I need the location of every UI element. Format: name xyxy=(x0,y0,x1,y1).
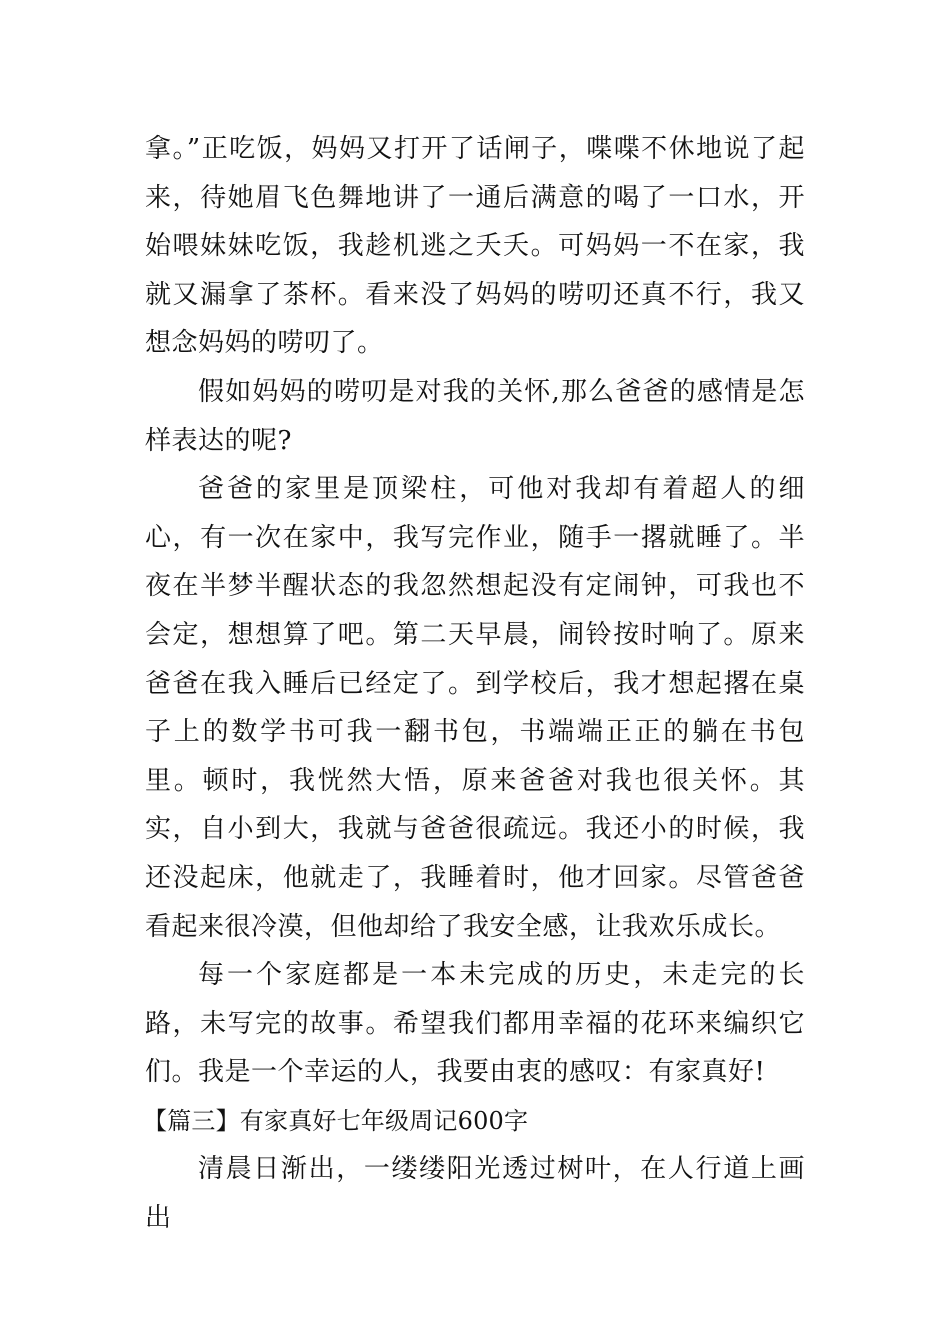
paragraph: 清晨日渐出，一缕缕阳光透过树叶，在人行道上画出 xyxy=(145,1154,805,1234)
paragraph: 每一个家庭都是一本未完成的历史，未走完的长路，未写完的故事。希望我们都用幸福的花环来编织它们。我是一个幸运的人，我要由衷的感叹：有家真好! xyxy=(145,960,805,1088)
section-heading: 【篇三】有家真好七年级周记600字 xyxy=(143,1106,529,1135)
paragraph-continuation: 拿。”正吃饭，妈妈又打开了话闸子，喋喋不休地说了起来，待她眉飞色舞地讲了一通后满意的喝了一口水，开始喂妹妹吃饭，我趁机逃之夭夭。可妈妈一不在家，我就又漏拿了茶杯。看来没了妈妈的唠叨还真不行，我又想念妈妈的唠叨了。 xyxy=(145,134,805,359)
paragraph: 爸爸的家里是顶梁柱，可他对我却有着超人的细心，有一次在家中，我写完作业，随手一撂就睡了。半夜在半梦半醒状态的我忽然想起没有定闹钟，可我也不会定，想想算了吧。第二天早晨，闹铃按时响了。原来爸爸在我入睡后已经定了。到学校后，我才想起撂在桌子上的数学书可我一翻书包，书端端正正的躺在书包里。顿时，我恍然大悟，原来爸爸对我也很关怀。其实，自小到大，我就与爸爸很疏远。我还小的时候，我还没起床，他就走了，我睡着时，他才回家。尽管爸爸看起来很冷漠，但他却给了我安全感，让我欢乐成长。 xyxy=(145,474,805,942)
document-body xyxy=(145,125,805,1243)
paragraph: 假如妈妈的唠叨是对我的关怀,那么爸爸的感情是怎样表达的呢? xyxy=(145,376,805,456)
